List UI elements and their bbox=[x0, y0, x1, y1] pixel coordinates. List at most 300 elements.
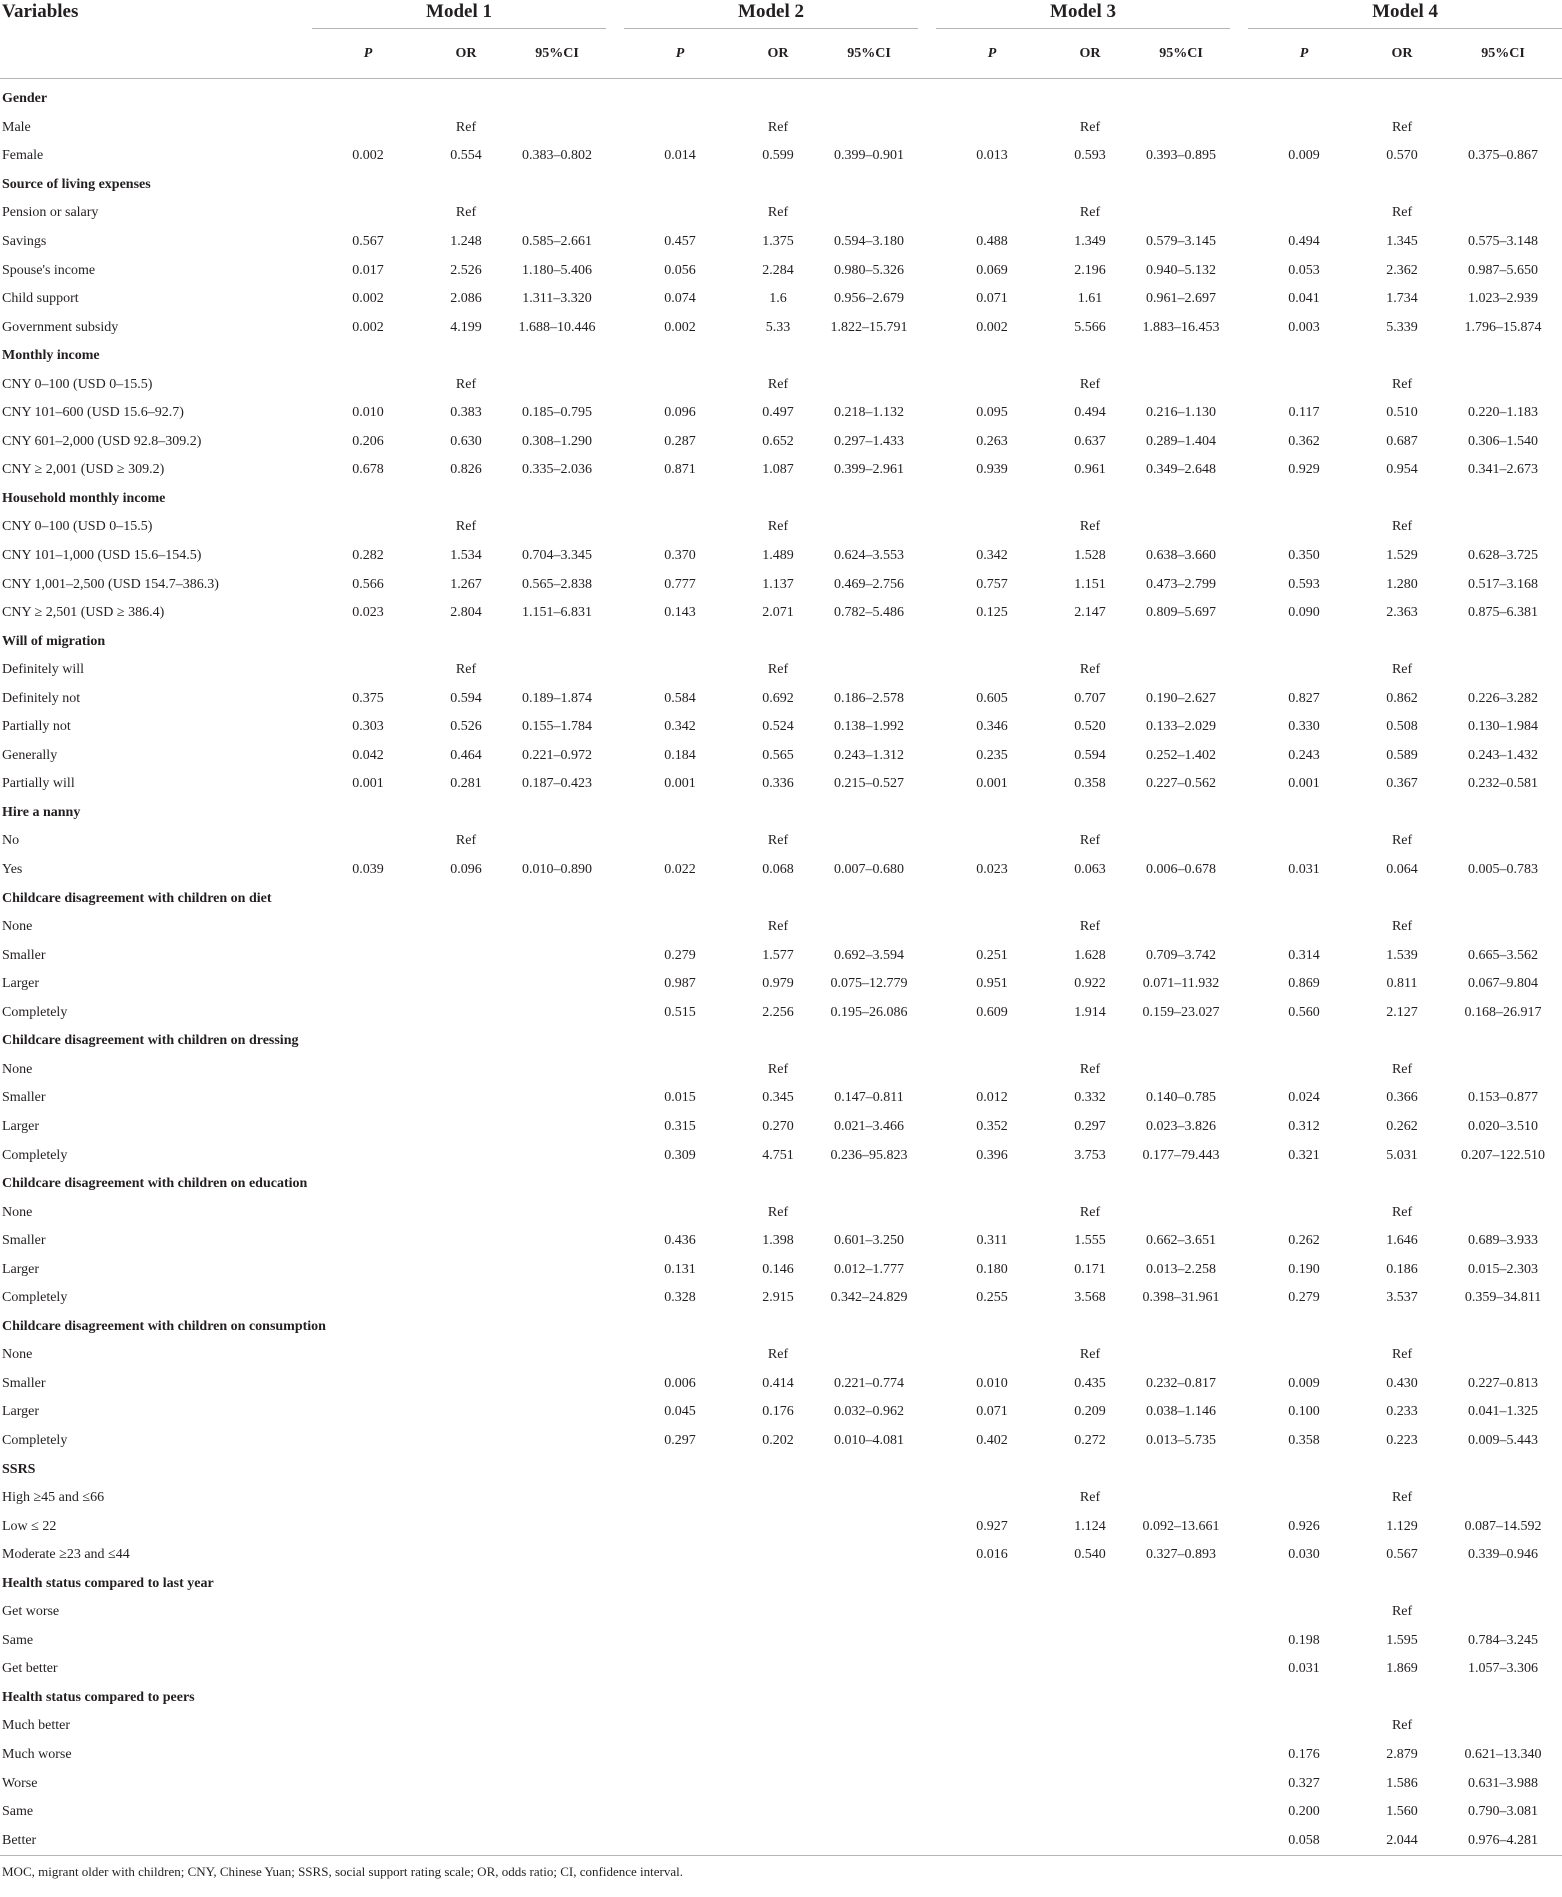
gap bbox=[1230, 399, 1248, 428]
model-3-ci-value-cell bbox=[1132, 513, 1230, 542]
gap bbox=[1230, 1741, 1248, 1770]
gap bbox=[1230, 1712, 1248, 1741]
gap bbox=[918, 228, 936, 257]
model-1-ci-value-cell bbox=[508, 1198, 606, 1227]
model-3-or-value-cell: 0.520 bbox=[1074, 719, 1106, 735]
gap bbox=[918, 0, 936, 30]
gap bbox=[1230, 1598, 1248, 1627]
model-4-p-value-cell: 0.176 bbox=[1288, 1746, 1320, 1762]
model-3-ci-value-cell bbox=[1132, 114, 1230, 143]
model-3-p-value-cell: 0.235 bbox=[976, 747, 1008, 763]
table-row bbox=[0, 1484, 1562, 1513]
model-2-p-value-cell: 0.006 bbox=[664, 1375, 696, 1391]
variable-label: Government subsidy bbox=[2, 319, 119, 335]
model-2-p-value-cell bbox=[624, 1826, 736, 1855]
model-3-ci-value-cell: 0.092–13.661 bbox=[1142, 1518, 1220, 1534]
model-2-p-value-cell: 0.777 bbox=[664, 576, 696, 592]
model-1-p-value-cell: 0.002 bbox=[352, 291, 384, 307]
variable-label: None bbox=[2, 1061, 33, 1077]
model-4-ci-value-cell: 0.665–3.562 bbox=[1468, 947, 1539, 963]
model-2-ci-value-cell: 0.692–3.594 bbox=[834, 947, 905, 963]
table-row bbox=[0, 713, 1562, 742]
model-1-or-value-cell bbox=[424, 1370, 508, 1399]
model-3-p-value-cell bbox=[936, 1627, 1048, 1656]
model-4-p-value-cell: 0.117 bbox=[1288, 405, 1320, 421]
model-4-p-value-cell: 0.314 bbox=[1288, 947, 1320, 963]
table-row bbox=[0, 1655, 1562, 1684]
table-row bbox=[0, 428, 1562, 457]
model-4-p-value-cell: 0.929 bbox=[1288, 462, 1320, 478]
model-3-ci-value-cell: 0.227–0.562 bbox=[1146, 776, 1217, 792]
model-2-p-value-cell: 0.096 bbox=[664, 405, 696, 421]
section-row bbox=[0, 884, 1562, 913]
model-1-or-value-cell bbox=[424, 1341, 508, 1370]
gap bbox=[918, 456, 936, 485]
model-4-p-value-cell: 0.262 bbox=[1288, 1233, 1320, 1249]
model-4-ci-value-cell: 0.153–0.877 bbox=[1468, 1090, 1539, 1106]
model-2-ci-value-cell bbox=[820, 1598, 918, 1627]
section-row bbox=[0, 171, 1562, 200]
gap bbox=[918, 399, 936, 428]
model-1-or-value-cell: 1.534 bbox=[450, 548, 482, 564]
gap bbox=[606, 199, 624, 228]
gap bbox=[606, 742, 624, 771]
variable-label: Same bbox=[2, 1804, 34, 1820]
model-3-p-value-cell: 0.001 bbox=[976, 776, 1008, 792]
model-1-p-value-cell bbox=[312, 913, 424, 942]
model-4-ci-value-cell: 0.784–3.245 bbox=[1468, 1632, 1539, 1648]
variable-label: CNY 0–100 (USD 0–15.5) bbox=[2, 519, 153, 535]
model-3-ci-value-cell: 0.327–0.893 bbox=[1146, 1547, 1217, 1563]
model-3-ci-value-cell bbox=[1132, 1741, 1230, 1770]
table-row bbox=[0, 913, 1562, 942]
model-1-ci-value-cell bbox=[508, 513, 606, 542]
model-4-ci-value-cell bbox=[1444, 513, 1562, 542]
model-1-or-value-cell bbox=[424, 999, 508, 1028]
gap bbox=[1230, 1370, 1248, 1399]
gap bbox=[918, 1655, 936, 1684]
variable-label: Child support bbox=[2, 291, 79, 307]
model-2-p-value-cell bbox=[624, 656, 736, 685]
model-4-p-value-cell: 0.350 bbox=[1288, 548, 1320, 564]
model-4-or-value-cell: Ref bbox=[1391, 662, 1413, 678]
model-2-ci-value-cell: 0.956–2.679 bbox=[834, 291, 905, 307]
gap bbox=[918, 1484, 936, 1513]
model-2-ci-value-cell: 0.297–1.433 bbox=[834, 433, 905, 449]
model-4-ci-value-cell: 0.207–122.510 bbox=[1461, 1147, 1546, 1163]
model-2-p-value-cell: 0.297 bbox=[664, 1432, 696, 1448]
model-2-or-value-cell: 1.137 bbox=[762, 576, 794, 592]
model-2-or-value-cell: 0.692 bbox=[762, 690, 794, 706]
gap bbox=[918, 1113, 936, 1142]
gap bbox=[1230, 1284, 1248, 1313]
model-4-or-value-cell: 2.363 bbox=[1386, 605, 1418, 621]
model-3-p-value-cell bbox=[936, 1484, 1048, 1513]
model-3-p-value-cell: 0.951 bbox=[976, 976, 1008, 992]
variable-label: Moderate ≥23 and ≤44 bbox=[2, 1547, 130, 1563]
model-4-p-value-cell: 0.058 bbox=[1288, 1832, 1320, 1848]
model-1-p-value-cell bbox=[312, 1227, 424, 1256]
model-4-ci-value-cell: 0.009–5.443 bbox=[1468, 1432, 1539, 1448]
model-3-p-value-cell: 0.488 bbox=[976, 234, 1008, 249]
model-4-or-value-cell: 0.862 bbox=[1386, 690, 1418, 706]
model-1-or-value-cell bbox=[424, 1769, 508, 1798]
model-4-or-value-cell: Ref bbox=[1391, 1490, 1413, 1506]
model-1-ci-value-cell bbox=[508, 1655, 606, 1684]
model-1-p-value-cell bbox=[312, 1741, 424, 1770]
model-3-p-value-cell: 0.016 bbox=[976, 1547, 1008, 1563]
model-3-or-value-cell bbox=[1048, 1798, 1132, 1827]
model-4-or-value-cell: 1.646 bbox=[1386, 1233, 1418, 1249]
gap bbox=[918, 1541, 936, 1570]
model-3-p-value-cell: 0.402 bbox=[976, 1432, 1008, 1448]
model-1-p-value-cell bbox=[312, 1826, 424, 1855]
variable-label: Pension or salary bbox=[2, 205, 99, 221]
gap bbox=[606, 1398, 624, 1427]
model-3-or-value-cell: 1.124 bbox=[1074, 1518, 1106, 1534]
model-1-ci-value-cell bbox=[508, 1141, 606, 1170]
section-row bbox=[0, 1027, 1562, 1056]
model-4-ci-value-cell: 0.341–2.673 bbox=[1468, 462, 1539, 478]
model-2-ci-value-cell: 0.782–5.486 bbox=[834, 605, 905, 621]
model-3-or-value-cell: 0.272 bbox=[1074, 1432, 1106, 1448]
gap bbox=[1230, 1826, 1248, 1855]
gap bbox=[606, 1427, 624, 1456]
model-2-p-value-cell bbox=[624, 1056, 736, 1085]
model-3-or-value-cell: 0.209 bbox=[1074, 1404, 1106, 1420]
model-1-p-value-cell: 0.002 bbox=[352, 319, 384, 335]
model-4-p-value-cell: 0.869 bbox=[1288, 976, 1320, 992]
gap bbox=[606, 1512, 624, 1541]
model-2-or-value-cell bbox=[736, 1826, 820, 1855]
model-3-p-value-cell: 0.396 bbox=[976, 1147, 1008, 1163]
model-2-ci-value-cell bbox=[820, 370, 918, 399]
table-row bbox=[0, 1113, 1562, 1142]
variable-label: Smaller bbox=[2, 1233, 46, 1249]
gap bbox=[918, 970, 936, 999]
model-2-ci-value-cell: 0.186–2.578 bbox=[834, 690, 905, 706]
gap bbox=[606, 1655, 624, 1684]
gap bbox=[1230, 542, 1248, 571]
model-1-or-value-cell bbox=[424, 1627, 508, 1656]
model-2-or-value-cell bbox=[736, 1627, 820, 1656]
model-2-or-value-cell: 2.915 bbox=[762, 1290, 794, 1306]
model-4-ci-value-cell: 0.375–0.867 bbox=[1468, 148, 1539, 164]
model-3-p-value-cell bbox=[936, 656, 1048, 685]
model-4-ci-value-cell: 0.790–3.081 bbox=[1468, 1804, 1539, 1820]
model-1-ci-value-cell bbox=[508, 199, 606, 228]
model-4-p-value-cell bbox=[1248, 913, 1360, 942]
model-4-or-value-cell: 0.570 bbox=[1386, 148, 1418, 164]
section-row bbox=[0, 1569, 1562, 1598]
model-4-p-value-cell: 0.030 bbox=[1288, 1547, 1320, 1563]
model-4-p-value-cell: 0.090 bbox=[1288, 605, 1320, 621]
section-label: Hire a nanny bbox=[2, 804, 81, 820]
model-3-or-value-cell: 0.961 bbox=[1074, 462, 1106, 478]
model-1-p-value-cell bbox=[312, 1512, 424, 1541]
gap bbox=[606, 1741, 624, 1770]
variable-label: Smaller bbox=[2, 1375, 46, 1391]
table-row bbox=[0, 656, 1562, 685]
variable-label: Female bbox=[2, 148, 44, 164]
gap bbox=[918, 770, 936, 799]
model-1-or-value-cell bbox=[424, 1227, 508, 1256]
model-1-ci-value-cell bbox=[508, 1341, 606, 1370]
model-3-p-value-cell: 0.609 bbox=[976, 1004, 1008, 1020]
gap bbox=[606, 1113, 624, 1142]
model-2-p-value-cell bbox=[624, 1741, 736, 1770]
table-row bbox=[0, 256, 1562, 285]
model-2-p-value-cell: 0.309 bbox=[664, 1147, 696, 1163]
model-2-ci-value-cell: 0.010–4.081 bbox=[834, 1432, 905, 1448]
model-1-ci-value-cell: 0.187–0.423 bbox=[522, 776, 592, 792]
model-4-or-value-cell: 0.510 bbox=[1386, 405, 1418, 421]
model-3-p-value-cell: 0.927 bbox=[976, 1518, 1008, 1534]
model-4-ci-value-cell: 1.057–3.306 bbox=[1468, 1661, 1539, 1677]
model-4-or-value-cell: Ref bbox=[1391, 1061, 1413, 1077]
model-4-or-value-cell: 1.595 bbox=[1386, 1632, 1418, 1648]
model-3-or-value-cell: Ref bbox=[1079, 119, 1101, 135]
ci-header: 95%CI bbox=[1444, 30, 1562, 79]
model-1-or-value-cell: Ref bbox=[455, 519, 477, 535]
model-3-ci-value-cell: 0.159–23.027 bbox=[1142, 1004, 1220, 1020]
section-row bbox=[0, 1684, 1562, 1713]
model-4-p-value-cell bbox=[1248, 656, 1360, 685]
gap bbox=[606, 570, 624, 599]
model-1-or-value-cell bbox=[424, 1798, 508, 1827]
model-2-ci-value-cell bbox=[820, 114, 918, 143]
section-label: Household monthly income bbox=[2, 490, 166, 506]
model-4-p-value-cell bbox=[1248, 1712, 1360, 1741]
model-3-ci-value-cell bbox=[1132, 656, 1230, 685]
model-4-or-value-cell: 0.508 bbox=[1386, 719, 1418, 735]
model-2-ci-value-cell: 0.243–1.312 bbox=[834, 747, 905, 763]
model-1-p-value-cell: 0.039 bbox=[352, 862, 384, 878]
model-1-ci-value-cell bbox=[508, 1627, 606, 1656]
model-4-p-value-cell bbox=[1248, 370, 1360, 399]
gap bbox=[606, 1141, 624, 1170]
gap bbox=[1230, 1141, 1248, 1170]
model-1-ci-value-cell bbox=[508, 656, 606, 685]
model-4-or-value-cell: 0.954 bbox=[1386, 462, 1418, 478]
model-1-or-value-cell: 1.267 bbox=[450, 576, 482, 592]
model-2-p-value-cell bbox=[624, 1598, 736, 1627]
model-1-ci-value-cell bbox=[508, 1512, 606, 1541]
gap bbox=[606, 656, 624, 685]
model-2-ci-value-cell bbox=[820, 1712, 918, 1741]
gap bbox=[918, 513, 936, 542]
model-1-ci-value-cell bbox=[508, 1084, 606, 1113]
section-row bbox=[0, 485, 1562, 514]
variable-label: Larger bbox=[2, 1404, 40, 1420]
model-3-ci-value-cell bbox=[1132, 913, 1230, 942]
model-1-ci-value-cell bbox=[508, 1484, 606, 1513]
model-2-p-value-cell: 0.074 bbox=[664, 291, 696, 307]
model-2-p-value-cell: 0.143 bbox=[664, 605, 696, 621]
gap bbox=[918, 713, 936, 742]
model-1-ci-value-cell bbox=[508, 1427, 606, 1456]
or-header: OR bbox=[1048, 30, 1132, 79]
variable-label: High ≥45 and ≤66 bbox=[2, 1490, 105, 1506]
model-1-p-value-cell: 0.017 bbox=[352, 262, 384, 278]
model-1-p-value-cell: 0.566 bbox=[352, 576, 384, 592]
model-4-ci-value-cell: 0.631–3.988 bbox=[1468, 1775, 1539, 1791]
model-2-or-value-cell: 1.577 bbox=[762, 947, 794, 963]
model-4-or-value-cell: 0.567 bbox=[1386, 1547, 1418, 1563]
model-2-ci-value-cell: 0.021–3.466 bbox=[834, 1118, 905, 1134]
section-row bbox=[0, 1455, 1562, 1484]
variable-label: Completely bbox=[2, 1004, 68, 1020]
model-3-or-value-cell: Ref bbox=[1079, 205, 1101, 221]
model-4-header bbox=[1248, 0, 1562, 30]
model-2-p-value-cell: 0.022 bbox=[664, 862, 696, 878]
gap bbox=[606, 1598, 624, 1627]
model-2-p-value-cell bbox=[624, 513, 736, 542]
gap bbox=[918, 1255, 936, 1284]
model-1-p-value-cell bbox=[312, 114, 424, 143]
model-3-p-value-cell bbox=[936, 1769, 1048, 1798]
model-3-ci-value-cell bbox=[1132, 1198, 1230, 1227]
model-2-ci-value-cell: 0.342–24.829 bbox=[830, 1290, 908, 1306]
model-2-or-value-cell: 0.414 bbox=[762, 1375, 794, 1391]
gap bbox=[606, 114, 624, 143]
table-row bbox=[0, 399, 1562, 428]
variable-label: Partially not bbox=[2, 719, 71, 735]
model-4-ci-value-cell bbox=[1444, 656, 1562, 685]
model-1-or-value-cell: 2.526 bbox=[450, 262, 482, 278]
variable-label: Low ≤ 22 bbox=[2, 1518, 57, 1534]
gap bbox=[606, 1284, 624, 1313]
model-4-or-value-cell: 0.262 bbox=[1386, 1118, 1418, 1134]
model-3-p-value-cell bbox=[936, 1198, 1048, 1227]
table-row bbox=[0, 1826, 1562, 1855]
model-2-p-value-cell bbox=[624, 827, 736, 856]
gap bbox=[918, 599, 936, 628]
model-4-or-value-cell: 0.589 bbox=[1386, 747, 1418, 763]
model-3-or-value-cell: 0.593 bbox=[1074, 148, 1106, 164]
table-row bbox=[0, 1398, 1562, 1427]
model-4-p-value-cell: 0.312 bbox=[1288, 1118, 1320, 1134]
model-3-p-value-cell: 0.255 bbox=[976, 1290, 1008, 1306]
model-3-p-value-cell bbox=[936, 1598, 1048, 1627]
model-1-ci-value-cell: 0.704–3.345 bbox=[522, 548, 592, 564]
gap bbox=[918, 1712, 936, 1741]
section-row bbox=[0, 627, 1562, 656]
model-2-ci-value-cell: 0.624–3.553 bbox=[834, 548, 905, 564]
model-2-p-value-cell bbox=[624, 913, 736, 942]
model-1-p-value-cell bbox=[312, 1484, 424, 1513]
model-4-ci-value-cell bbox=[1444, 1598, 1562, 1627]
model-4-ci-value-cell bbox=[1444, 1198, 1562, 1227]
gap bbox=[1230, 1655, 1248, 1684]
gap bbox=[606, 1798, 624, 1827]
model-4-p-value-cell: 0.041 bbox=[1288, 291, 1320, 307]
model-1-p-value-cell bbox=[312, 1798, 424, 1827]
model-3-ci-value-cell: 0.133–2.029 bbox=[1146, 719, 1217, 735]
gap bbox=[1230, 370, 1248, 399]
model-4-ci-value-cell: 0.976–4.281 bbox=[1468, 1832, 1539, 1848]
gap bbox=[606, 30, 624, 79]
model-2-ci-value-cell bbox=[820, 1056, 918, 1085]
variable-label: Completely bbox=[2, 1432, 68, 1448]
model-3-p-value-cell: 0.251 bbox=[976, 947, 1008, 963]
model-3-or-value-cell: Ref bbox=[1079, 376, 1101, 392]
model-1-p-value-cell bbox=[312, 827, 424, 856]
model-3-or-value-cell: 2.196 bbox=[1074, 262, 1106, 278]
model-2-or-value-cell: 0.979 bbox=[762, 976, 794, 992]
model-3-title: Model 3 bbox=[1050, 1, 1117, 22]
model-1-or-value-cell bbox=[424, 1255, 508, 1284]
model-1-ci-value-cell bbox=[508, 1826, 606, 1855]
model-4-or-value-cell: 1.529 bbox=[1386, 548, 1418, 564]
gap bbox=[918, 1627, 936, 1656]
model-3-or-value-cell bbox=[1048, 1769, 1132, 1798]
model-1-or-value-cell: 0.383 bbox=[450, 405, 482, 421]
model-1-p-value-cell: 0.042 bbox=[352, 747, 384, 763]
model-2-or-value-cell bbox=[736, 1541, 820, 1570]
section-row bbox=[0, 799, 1562, 828]
model-1-p-value-cell bbox=[312, 1541, 424, 1570]
variable-label: None bbox=[2, 1347, 33, 1363]
gap bbox=[606, 1769, 624, 1798]
model-2-or-value-cell: 0.336 bbox=[762, 776, 794, 792]
model-3-or-value-cell: 0.297 bbox=[1074, 1118, 1106, 1134]
model-3-ci-value-cell: 0.252–1.402 bbox=[1146, 747, 1217, 763]
section-label: Will of migration bbox=[2, 633, 106, 649]
model-3-header bbox=[936, 0, 1230, 30]
model-3-p-value-cell: 0.023 bbox=[976, 862, 1008, 878]
table-row bbox=[0, 1370, 1562, 1399]
model-2-or-value-cell: Ref bbox=[767, 1204, 789, 1220]
model-3-p-value-cell bbox=[936, 1826, 1048, 1855]
or-header: OR bbox=[736, 30, 820, 79]
model-1-or-value-cell: 0.526 bbox=[450, 719, 482, 735]
model-4-ci-value-cell: 1.023–2.939 bbox=[1468, 291, 1539, 307]
ci-header: 95%CI bbox=[820, 30, 918, 79]
model-2-p-value-cell: 0.328 bbox=[664, 1290, 696, 1306]
model-1-ci-value-cell: 0.565–2.838 bbox=[522, 576, 592, 592]
model-4-or-value-cell: 0.367 bbox=[1386, 776, 1418, 792]
gap bbox=[918, 199, 936, 228]
model-2-ci-value-cell bbox=[820, 1627, 918, 1656]
model-4-ci-value-cell: 0.306–1.540 bbox=[1468, 433, 1539, 449]
model-3-p-value-cell: 0.311 bbox=[976, 1233, 1008, 1249]
gap bbox=[918, 542, 936, 571]
model-4-p-value-cell bbox=[1248, 827, 1360, 856]
model-3-ci-value-cell: 0.289–1.404 bbox=[1146, 433, 1217, 449]
gap bbox=[1230, 1484, 1248, 1513]
model-1-p-value-cell bbox=[312, 656, 424, 685]
model-1-ci-value-cell bbox=[508, 1370, 606, 1399]
variable-label: Larger bbox=[2, 1261, 40, 1277]
model-3-ci-value-cell bbox=[1132, 1598, 1230, 1627]
gap bbox=[606, 999, 624, 1028]
gap bbox=[1230, 656, 1248, 685]
model-2-or-value-cell: Ref bbox=[767, 919, 789, 935]
table-row bbox=[0, 1284, 1562, 1313]
gap bbox=[918, 1798, 936, 1827]
model-4-or-value-cell: 0.687 bbox=[1386, 433, 1418, 449]
table-row bbox=[0, 228, 1562, 257]
gap bbox=[606, 970, 624, 999]
variable-label: CNY 1,001–2,500 (USD 154.7–386.3) bbox=[2, 576, 219, 592]
model-1-or-value-cell: 1.248 bbox=[450, 234, 482, 249]
model-3-p-value-cell: 0.095 bbox=[976, 405, 1008, 421]
model-2-ci-value-cell bbox=[820, 1198, 918, 1227]
variable-label: CNY 0–100 (USD 0–15.5) bbox=[2, 376, 153, 392]
table-row bbox=[0, 941, 1562, 970]
model-2-or-value-cell: 1.398 bbox=[762, 1233, 794, 1249]
